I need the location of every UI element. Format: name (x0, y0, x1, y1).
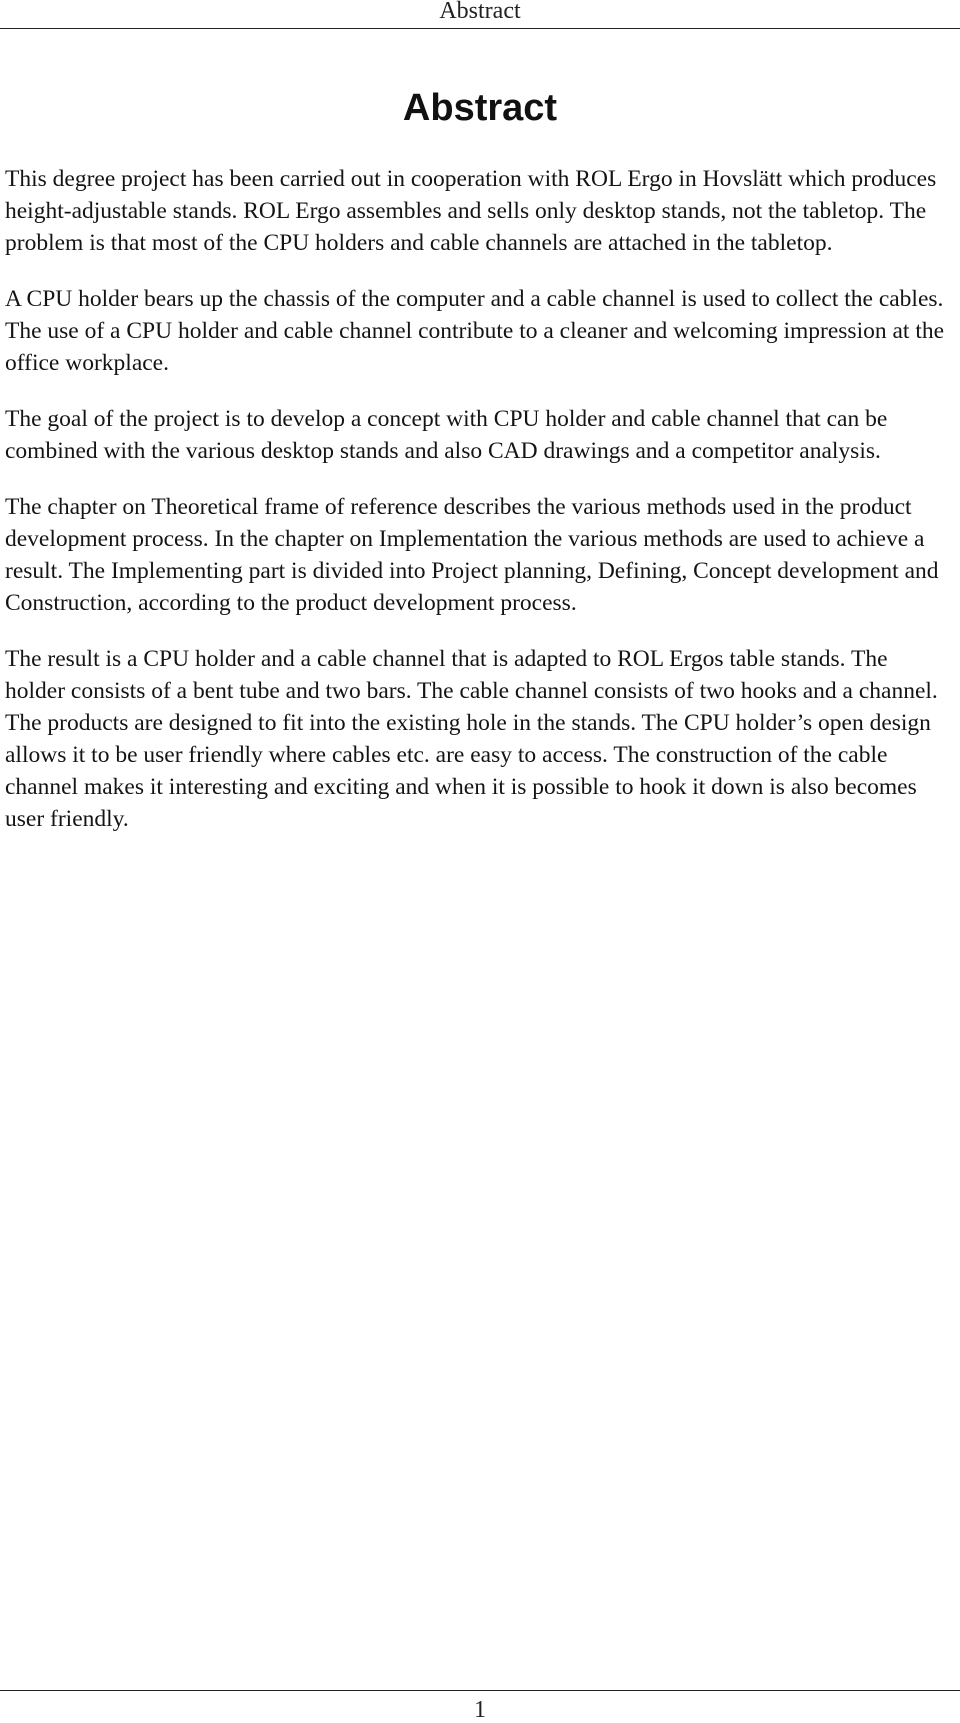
running-header (0, 0, 960, 29)
paragraph-chapters: The chapter on Theoretical frame of reference describes the various methods used in the product development process. In the chapter on Implementation the various methods are used to achieve a result. The Implementing part is divided into Project planning, Defining, Concept development and Construction, according to the product development process. (5, 494, 939, 616)
abstract-body (5, 163, 945, 859)
page-title: Abstract (402, 87, 558, 129)
paragraph-result: The result is a CPU holder and a cable channel that is adapted to ROL Ergos table stands. The holder consists of a bent tube and two bars. The cable channel consists of two hooks and a channel. The products are designed to fit into the existing hole in the stands. The CPU holder’s open design allows it to be user friendly where cables etc. are easy to access. The construction of the cable channel makes it interesting and exciting and when it is possible to hook it down is also becomes user friendly. (5, 646, 938, 832)
paragraph-background: This degree project has been carried out in cooperation with ROL Ergo in Hovslätt which produces height-adjustable stands. ROL Ergo assembles and sells only desktop stands, not the tabletop. The problem is that most of the CPU holders and cable channels are attached in the tabletop. (5, 166, 937, 256)
paragraph-goal: The goal of the project is to develop a concept with CPU holder and cable channel that can be combined with the various desktop stands and also CAD drawings and a competitor analysis. (5, 406, 888, 464)
running-footer (0, 1690, 960, 1723)
paragraph-cpu-holder: A CPU holder bears up the chassis of the computer and a cable channel is used to collect the cables. The use of a CPU holder and cable channel contribute to a cleaner and welcoming impression at the office workplace. (5, 286, 945, 376)
page-number: 1 (474, 1697, 486, 1723)
running-header-title: Abstract (439, 0, 521, 24)
